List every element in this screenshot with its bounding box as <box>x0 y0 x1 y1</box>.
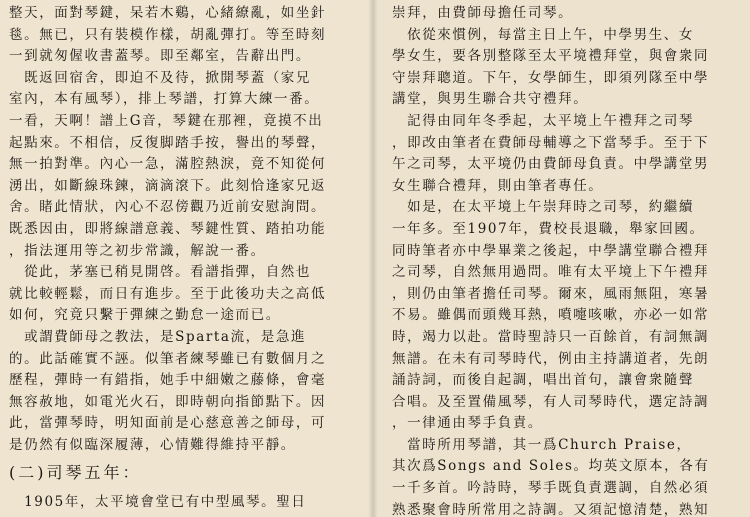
text-line: 不易。雖偶而頭幾耳熱，噴嚏咳嗽，亦必一如常 <box>392 307 710 324</box>
text-line: 守崇拜聰道。下午，女學師生，即須列隊至中學 <box>392 69 710 86</box>
text-line: 如何，究竟只繫于彈練之勤怠一途而已。 <box>9 307 281 324</box>
text-line: 無一拍對準。內心一急，滿腔熱淚，竟不知從何 <box>9 156 327 173</box>
page-gutter <box>368 0 378 517</box>
text-line: 此，當彈琴時，明知面前是心慈意善之師母，可 <box>9 415 327 432</box>
text-line: 午之司琴，太平境仍由費師母負責。中學講堂男 <box>392 156 710 173</box>
text-line: 從此，茅塞已稍見開啓。看譜指彈，自然也 <box>9 264 311 281</box>
text-line: 一千多首。吟詩時，琴手既負責選調，自然必須 <box>392 480 710 497</box>
text-line: 同時筆者亦中學畢業之後起，中學講堂聯合禮拜 <box>392 242 710 259</box>
left-paragraph-1 <box>9 3 364 68</box>
text-line: 毯。無已，只有裝模作樣，胡亂彈打。等至時刻 <box>9 26 327 43</box>
text-line: 時，竭力以赴。當時聖詩只一百餘首，有詞無調 <box>392 328 710 345</box>
text-line: 熟悉聚會時所常用之詩調。又須記憶清楚，熟知 <box>392 501 710 517</box>
text-line: 舍。睹此情狀，內心不忍傍觀乃近前安慰詢問。 <box>9 199 327 216</box>
text-line: 既悉因由，即將線譜意義、琴鍵性質、踏拍功能 <box>9 220 327 237</box>
text-line: 之司琴，自然無用過問。唯有太平境上下午禮拜 <box>392 264 710 281</box>
closing-line: 1905年，太平境會堂已有中型風琴。聖日 <box>9 494 307 511</box>
right-page <box>372 0 750 517</box>
text-line: 的。此話確實不誣。似筆者練琴雖已有數個月之 <box>9 350 327 367</box>
text-line: 合唱。及至置備風琴，有人司琴時代，選定詩調 <box>392 393 710 410</box>
text-line: ，則仍由筆者擔任司琴。爾來，風雨無阻，寒暑 <box>392 285 710 302</box>
left-paragraph-4 <box>9 327 364 457</box>
text-line: 整天，面對琴鍵，呆若木鷄，心緒繚亂，如坐針 <box>9 5 327 21</box>
right-paragraph-3 <box>392 111 744 197</box>
text-line: ，指法運用等之初步常識，解說一番。 <box>9 242 266 259</box>
section-heading: (二)司琴五年： <box>9 463 142 483</box>
text-line: 如是，在太平境上午崇拜時之司琴，約繼續 <box>392 199 694 216</box>
text-line: ，即改由筆者在費師母輔導之下當琴手。至于下 <box>392 134 710 151</box>
text-line: 既返回宿舍，即迫不及待，掀開琴蓋（家兄 <box>9 69 311 86</box>
text-line: 是仍然有似臨深履薄，心情難得維持平靜。 <box>9 436 296 453</box>
text-line: 歷程，彈時一有錯指，她手中細嫩之藤條，會毫 <box>9 372 327 389</box>
text-line: 記得由同年冬季起，太平境上午禮拜之司琴 <box>392 112 694 129</box>
right-paragraph-4 <box>392 197 744 435</box>
text-line: 一看，天啊！譜上G音，琴鍵在那裡，竟摸不出 <box>9 112 324 129</box>
right-paragraph-2 <box>392 25 744 111</box>
text-line: 當時所用琴譜，其一爲Church Praise， <box>392 436 692 453</box>
text-line: 其次爲Songs and Soles。均英文原本，各有 <box>392 458 710 475</box>
text-line: 起點來。不相信，反復脚踏手按，譽出的琴聲， <box>9 134 327 151</box>
left-page <box>0 0 372 517</box>
text-line: 或謂費師母之教法，是Sparta流，是急進 <box>9 328 307 345</box>
text-line: ，一律通由琴手負責。 <box>392 415 543 432</box>
left-paragraph-2 <box>9 68 364 262</box>
text-line: 無譜。在未有司琴時代，例由主持講道者，先朗 <box>392 350 710 367</box>
text-line: 湧出，如斷線珠鍊，滴滴滾下。此刻恰逢家兄返 <box>9 177 327 194</box>
right-paragraph-5 <box>392 435 744 517</box>
text-line: 依從來慣例，每當主日上午，中學男生、女 <box>392 26 694 43</box>
text-line: 一到就匆偓收書蓋琴。即至鄰室，告辭出門。 <box>9 48 311 65</box>
text-line: 室內，本有風琴），排上琴譜，打算大練一番。 <box>9 91 320 108</box>
text-line: 學女生，要各別整隊至太平境禮拜堂，與會衆同 <box>392 48 710 65</box>
text-line: 就比較輕鬆，而日有進步。至于此後功夫之高低 <box>9 285 327 302</box>
left-paragraph-3 <box>9 262 364 327</box>
text-line: 崇拜，由費師母擔任司琴。 <box>392 5 574 21</box>
right-paragraph-1 <box>392 3 744 25</box>
text-line: 女生聯合禮拜，則由筆者專任。 <box>392 177 604 194</box>
text-line: 誦詩詞，而後自起調，唱出首句，讓會衆隨聲 <box>392 372 694 389</box>
text-line: 一年多。至1907年，費校長退職，舉家回國。 <box>392 220 705 237</box>
text-line: 講堂，與男生聯合共守禮拜。 <box>392 91 589 108</box>
text-line: 無容赦地，如電光火石，即時朝向指節點下。因 <box>9 393 327 410</box>
